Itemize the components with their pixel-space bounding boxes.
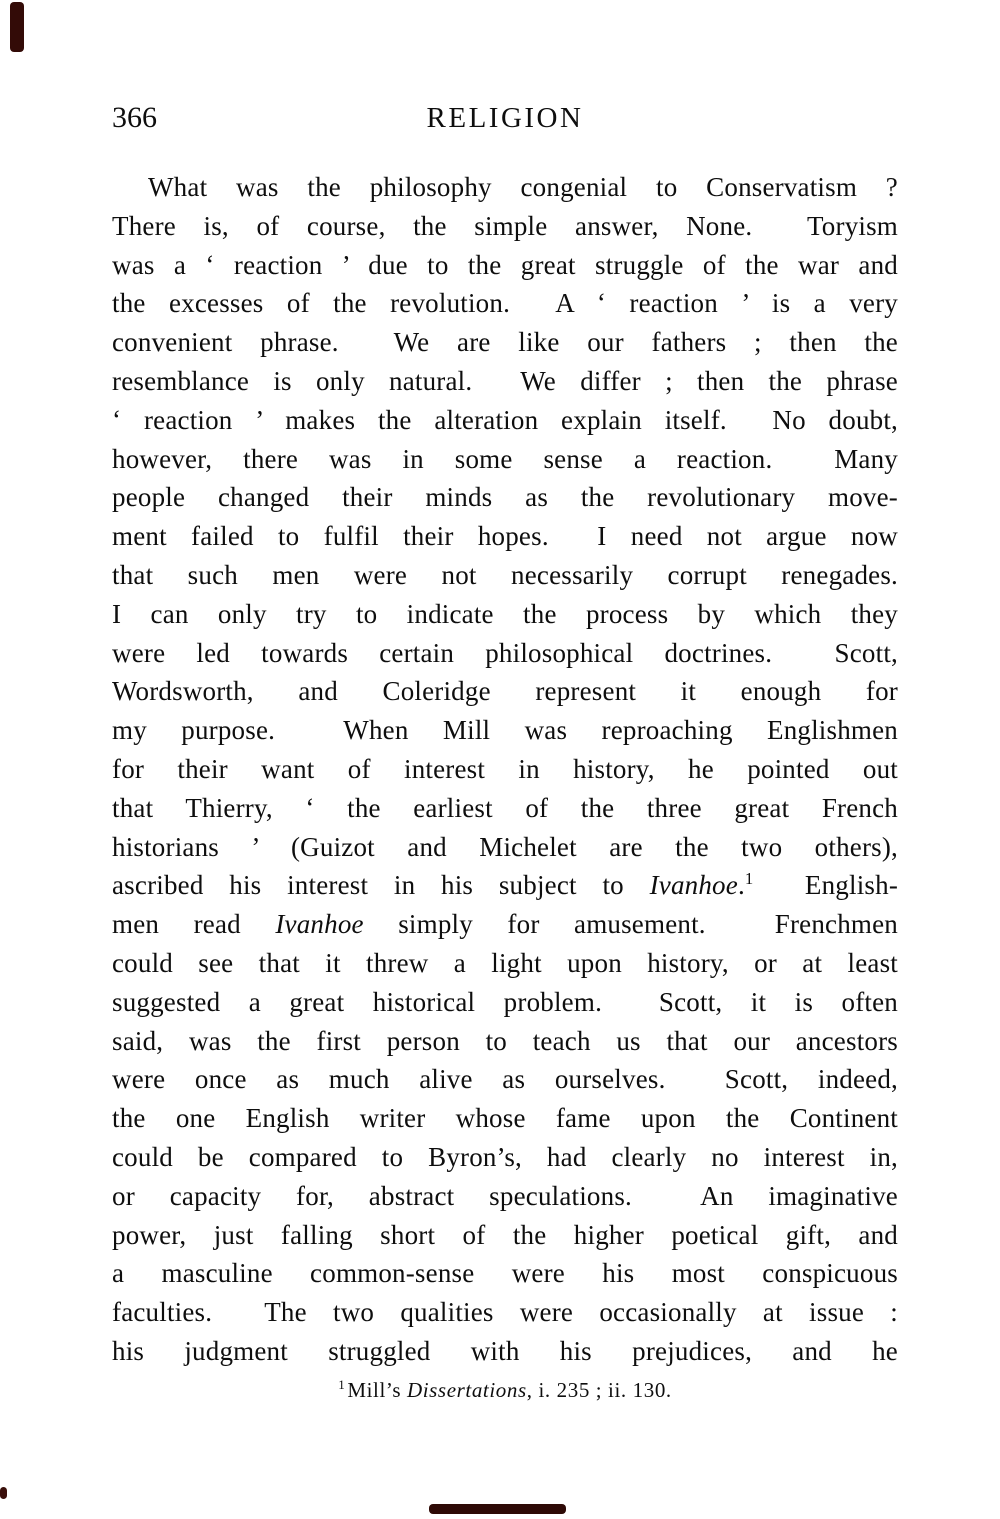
text-line (112, 944, 898, 983)
italic-text: Ivanhoe (275, 909, 364, 940)
text-run: that such men were not necessarily corrupt renegades. (112, 559, 898, 590)
running-header: RELIGION (426, 102, 584, 134)
text-run: for their want of interest in history, he pointed out (112, 753, 898, 784)
text-run: Wordsworth, and Coleridge represent it enough for (112, 676, 898, 707)
text-run: faculties. The two qualities were occasionally at issue : (112, 1297, 898, 1328)
page-number: 366 (112, 101, 157, 134)
text-run: were once as much alive as ourselves. Scott, indeed, (112, 1064, 898, 1095)
text-run: his judgment struggled with his prejudices, and he (112, 1335, 898, 1366)
text-run: the one English writer whose fame upon the Continent (112, 1103, 898, 1134)
scan-mark-top-left (10, 2, 24, 52)
text-line (112, 284, 898, 323)
scan-mark-bottom-left (0, 1487, 7, 1499)
text-run: resemblance is only natural. We differ ; then the phrase (112, 365, 898, 396)
text-run: could see that it threw a light upon history, or at least (112, 947, 898, 978)
text-line (112, 1332, 898, 1371)
footnote-text-pre: Mill’s (347, 1378, 407, 1402)
text-line (112, 168, 898, 207)
text-run: could be compared to Byron’s, had clearly no interest in, (112, 1141, 898, 1172)
text-run: was a ‘ reaction ’ due to the great struggle of the war and (112, 249, 898, 280)
text-line (112, 401, 898, 440)
text-line (112, 1138, 898, 1177)
text-line (112, 672, 898, 711)
text-line (112, 634, 898, 673)
text-line (112, 323, 898, 362)
text-line (112, 1177, 898, 1216)
text-line (112, 1060, 898, 1099)
text-line (112, 1022, 898, 1061)
footnote-text-post: , i. 235 ; ii. 130. (526, 1378, 672, 1402)
text-run: ascribed his interest in his subject to (112, 870, 650, 901)
text-run: or capacity for, abstract speculations. An imaginative (112, 1180, 898, 1211)
text-run: said, was the first person to teach us that our ancestors (112, 1025, 898, 1056)
text-line (112, 517, 898, 556)
text-run: historians ’ (Guizot and Michelet are the two others), (112, 831, 898, 862)
text-line (112, 362, 898, 401)
text-line (112, 789, 898, 828)
footnote-reference: 1 (744, 869, 754, 889)
text-run: ment failed to fulfil their hopes. I need not argue now (112, 521, 898, 552)
text-run: people changed their minds as the revolutionary move- (112, 482, 898, 513)
footnote (112, 1378, 898, 1403)
scan-mark-bottom-edge (429, 1504, 566, 1514)
text-run: power, just falling short of the higher poetical gift, and (112, 1219, 898, 1250)
text-run: I can only try to indicate the process by which they (112, 598, 898, 629)
footnote-marker: 1 (338, 1377, 346, 1392)
text-line (112, 595, 898, 634)
text-line (112, 905, 898, 944)
italic-text: Ivanhoe (649, 870, 738, 901)
text-line (112, 440, 898, 479)
text-run: a masculine common-sense were his most conspicuous (112, 1258, 898, 1289)
text-run: ‘ reaction ’ makes the alteration explain itself. No doubt, (112, 404, 898, 435)
text-run: men read (112, 909, 276, 940)
text-line (112, 246, 898, 285)
text-line (112, 983, 898, 1022)
text-line (112, 750, 898, 789)
text-line (112, 1293, 898, 1332)
text-run: . (737, 870, 745, 901)
text-line (112, 711, 898, 750)
text-line (112, 1216, 898, 1255)
text-line (112, 1099, 898, 1138)
text-line (112, 828, 898, 867)
footnote-work-title: Dissertations (406, 1378, 527, 1402)
body-text (112, 168, 898, 1371)
text-run: my purpose. When Mill was reproaching Englishmen (112, 715, 898, 746)
text-run: were led towards certain philosophical doctrines. Scott, (112, 637, 898, 668)
text-run: suggested a great historical problem. Scott, it is often (112, 986, 898, 1017)
text-run: What was the philosophy congenial to Conservatism ? (148, 172, 898, 202)
text-run: English- (753, 870, 898, 901)
text-run: simply for amusement. Frenchmen (363, 909, 898, 940)
text-run: convenient phrase. We are like our fathers ; then the (112, 327, 898, 358)
text-run: that Thierry, ‘ the earliest of the three great French (112, 792, 898, 823)
text-line (112, 207, 898, 246)
text-line (112, 556, 898, 595)
text-run: There is, of course, the simple answer, None. Toryism (112, 210, 898, 241)
text-line (112, 478, 898, 517)
text-line (112, 1254, 898, 1293)
text-run: the excesses of the revolution. A ‘ reaction ’ is a very (112, 288, 898, 319)
text-line (112, 866, 898, 905)
text-run: however, there was in some sense a reaction. Many (112, 443, 898, 474)
